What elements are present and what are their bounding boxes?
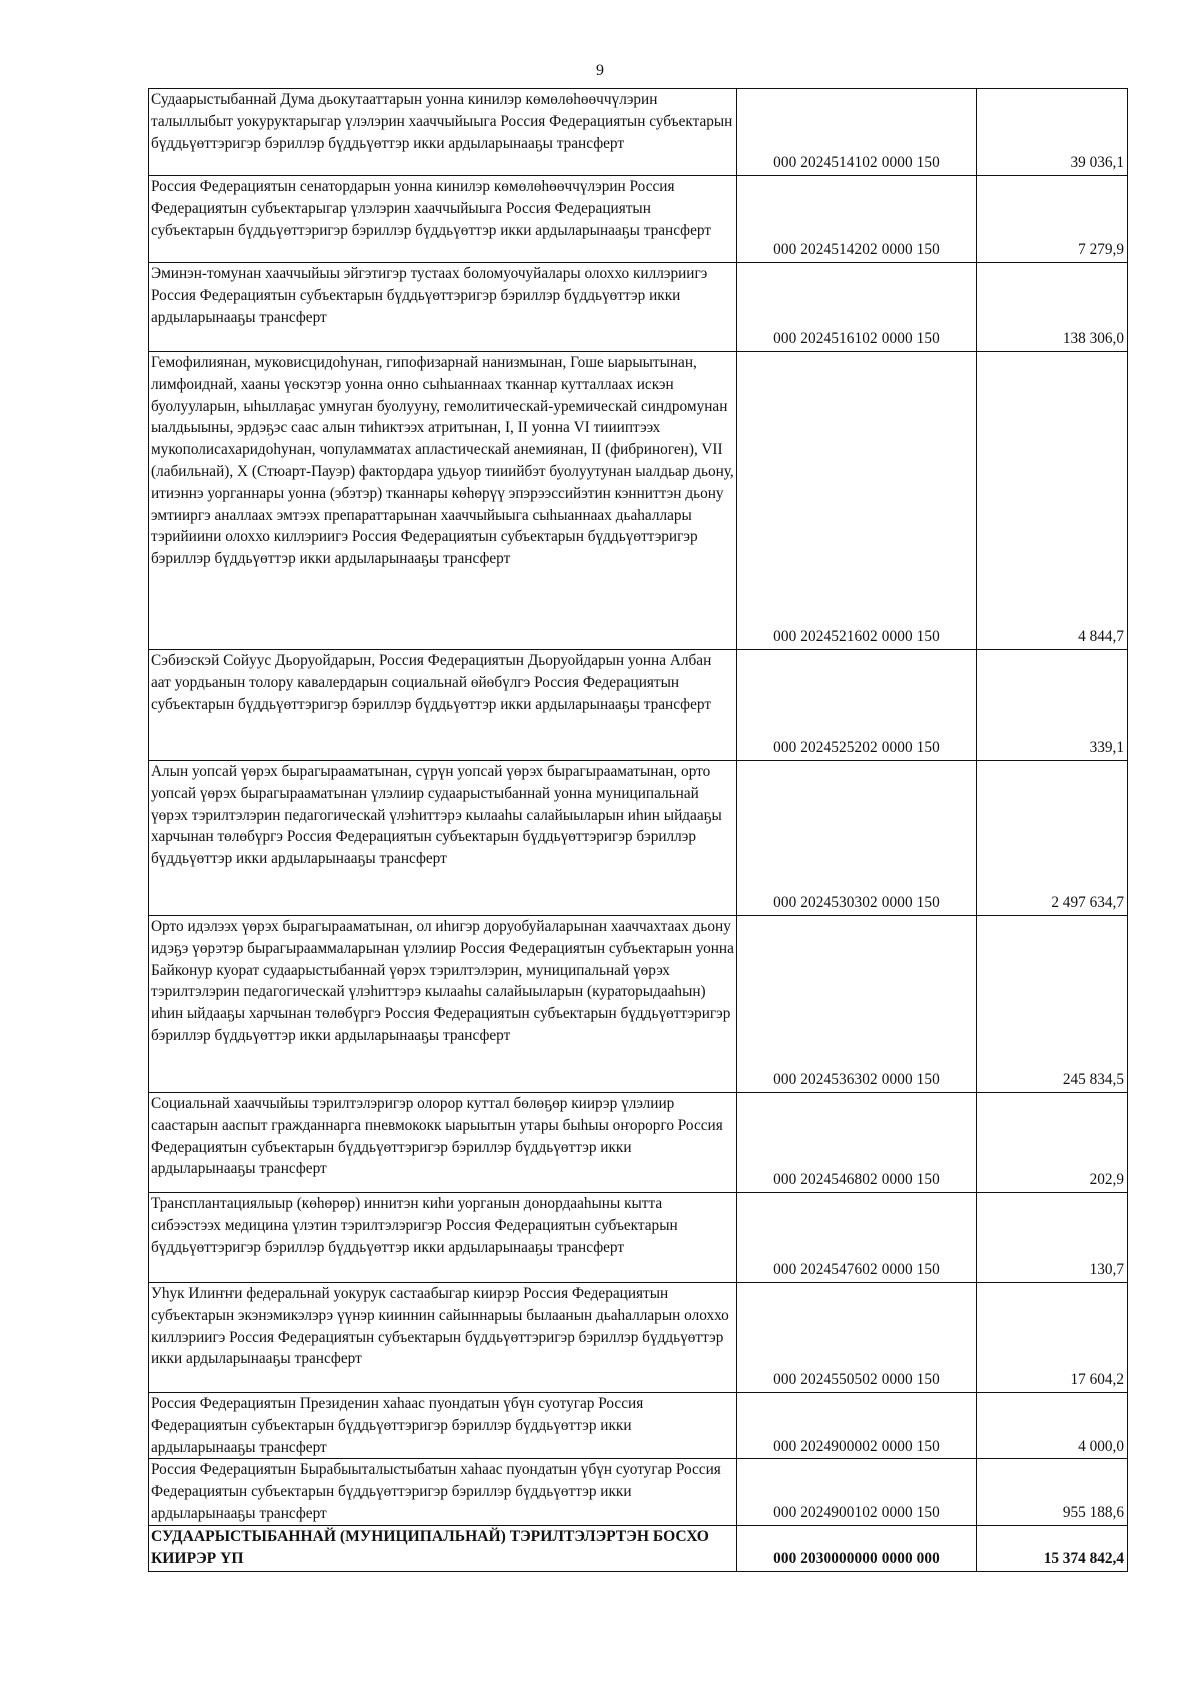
row-amount: 17 604,2 — [977, 1283, 1128, 1393]
row-description: Эминэн-томунан хааччыйыы эйгэтигэр тустаах боломуочуйалары олоххо киллэриигэ Россия Федерациятын субъектарын бүддьүөттэригэр бэриллэр бүддьүөттэр икки ардыларынааҕы трансферт — [149, 263, 737, 352]
row-description: Судаарыстыбаннай Дума дьокутааттарын уонна кинилэр көмөлөһөөччүлэрин талыллыбыт уокуруктарыгар үлэлэрин хааччыйыыга Россия Федерациятын субъектарын бүддьүөттэригэр бэриллэр бүддьүөттэр икки ардыларынааҕы трансферт — [149, 89, 737, 176]
table-row — [149, 1393, 1128, 1459]
row-amount: 4 844,7 — [977, 352, 1128, 650]
table-row — [149, 1093, 1128, 1193]
row-description: Россия Федерациятын Президенин хаһаас пуондатын үбүн суотугар Россия Федерациятын субъектарын бүддьүөттэригэр бэриллэр бүддьүөттэр икки ардыларынааҕы трансферт — [149, 1393, 737, 1459]
table-row — [149, 176, 1128, 263]
table-row — [149, 89, 1128, 176]
row-code: 000 2024521602 0000 150 — [737, 352, 977, 650]
row-description: Сэбиэскэй Сойуус Дьоруойдарын, Россия Федерациятын Дьоруойдарын уонна Албан аат уордьанын толору кавалердарын социальнай өйөбүлгэ Россия Федерациятын субъектарын бүддьүөттэригэр бэриллэр бүддьүөттэр икки ардыларынааҕы трансферт — [149, 650, 737, 761]
row-amount: 138 306,0 — [977, 263, 1128, 352]
total-amount: 15 374 842,4 — [977, 1525, 1128, 1571]
table-row — [149, 352, 1128, 650]
row-code: 000 2024547602 0000 150 — [737, 1193, 977, 1283]
page-number: 9 — [596, 62, 604, 79]
table-row — [149, 761, 1128, 916]
row-amount: 7 279,9 — [977, 176, 1128, 263]
table-row — [149, 1283, 1128, 1393]
row-description: Россия Федерациятын Бырабыыталыстыбатын хаһаас пуондатын үбүн суотугар Россия Федерациятын субъектарын бүддьүөттэригэр бэриллэр бүддьүөттэр икки ардыларынааҕы трансферт — [149, 1459, 737, 1525]
row-amount: 245 834,5 — [977, 916, 1128, 1093]
total-row — [149, 1525, 1128, 1571]
row-description: Уһук Илиҥҥи федеральнай уокурук састаабыгар киирэр Россия Федерациятын субъектарын экэнэмикэлэрэ үүнэр кииннин сайыннарыы былаанын дьаһалларын олоххо киллэриигэ Россия Федерациятын субъектарын бүддьүөттэригэр бэриллэр бүддьүөттэр икки ардыларынааҕы трансферт — [149, 1283, 737, 1393]
row-code: 000 2024536302 0000 150 — [737, 916, 977, 1093]
row-amount: 39 036,1 — [977, 89, 1128, 176]
total-code: 000 2030000000 0000 000 — [737, 1525, 977, 1571]
row-code: 000 2024514102 0000 150 — [737, 89, 977, 176]
row-code: 000 2024550502 0000 150 — [737, 1283, 977, 1393]
row-amount: 2 497 634,7 — [977, 761, 1128, 916]
row-description: Социальнай хааччыйыы тэрилтэлэригэр олорор куттал бөлөҕөр киирэр үлэлиир саастарын ааспыт гражданнарга пневмококк ыарыытын утары быһыы оҥорорго Россия Федерациятын субъектарын бүддьүөттэригэр бэриллэр бүддьүөттэр икки ардыларынааҕы трансферт — [149, 1093, 737, 1193]
row-description: Гемофилиянан, муковисцидоһунан, гипофизарнай нанизмынан, Гоше ыарыытынан, лимфоиднай, хааны үөскэтэр уонна онно сыһыаннаах тканнар кутталлаах искэн буолууларын, ыһыллаҕас умнуган буолууну, гемолитическай-уремическай синдромунан ыалдьыыны, эрдэҕэс саас алын тиһиктээх атритынан, I, II уонна VI тиииптээх мукополисахаридоһунан, чопуламматах апластическай анемиянан, II (фибриноген), VII (лабильнай), X (Стюарт-Пауэр) фактордара удьуор тииийбэт буолуутунан ыалдьар дьону, итиэннэ уорганнары уонна (эбэтэр) тканнары көһөрүү эпэрээссийэтин кэнниттэн дьону эмтииргэ аналлаах эмтээх препараттарынан хааччыйыыга сыһыаннаах дьаһаллары тэрийиини олоххо киллэриигэ Россия Федерациятын субъектарын бүддьүөттэригэр бэриллэр бүддьүөттэр икки ардыларынааҕы трансферт — [149, 352, 737, 650]
table-row — [149, 916, 1128, 1093]
row-amount: 955 188,6 — [977, 1459, 1128, 1525]
revenue-table — [148, 88, 1128, 1572]
row-amount: 202,9 — [977, 1093, 1128, 1193]
table-row — [149, 1193, 1128, 1283]
row-code: 000 2024516102 0000 150 — [737, 263, 977, 352]
row-description: Россия Федерациятын сенатордарын уонна кинилэр көмөлөһөөччүлэрин Россия Федерациятын субъектарыгар үлэлэрин хааччыйыыга Россия Федерациятын субъектарын бүддьүөттэригэр бэриллэр бүддьүөттэр икки ардыларынааҕы трансферт — [149, 176, 737, 263]
row-amount: 339,1 — [977, 650, 1128, 761]
row-code: 000 2024514202 0000 150 — [737, 176, 977, 263]
row-code: 000 2024530302 0000 150 — [737, 761, 977, 916]
row-code: 000 2024900002 0000 150 — [737, 1393, 977, 1459]
row-description: Орто идэлээх үөрэх бырагырааматынан, ол иһигэр доруобуйаларынан хааччахтаах дьону идэҕэ үөрэтэр бырагырааммаларынан үлэлиир Россия Федерациятын субъектарын уонна Байконур куорат судаарыстыбаннай үөрэх тэрилтэлэрин, муниципальнай үөрэх тэрилтэлэрин педагогическай үлэһиттэрэ кылааһы салайыыларын (кураторыдааһын) иһин ыйдааҕы харчынан төлөбүргэ Россия Федерациятын субъектарын бүддьүөттэригэр бэриллэр бүддьүөттэр икки ардыларынааҕы трансферт — [149, 916, 737, 1093]
table-row — [149, 1459, 1128, 1525]
row-code: 000 2024546802 0000 150 — [737, 1093, 977, 1193]
table-row — [149, 263, 1128, 352]
row-code: 000 2024525202 0000 150 — [737, 650, 977, 761]
row-code: 000 2024900102 0000 150 — [737, 1459, 977, 1525]
total-description: СУДААРЫСТЫБАННАЙ (МУНИЦИПАЛЬНАЙ) ТЭРИЛТЭЛЭРТЭН БОСХО КИИРЭР ҮП — [149, 1525, 737, 1571]
table-row — [149, 650, 1128, 761]
row-description: Трансплантациялыыр (көһөрөр) иннитэн киһи уорганын донордааһыны кытта сибээстээх медицина үлэтин тэрилтэлэригэр Россия Федерациятын субъектарын бүддьүөттэригэр бэриллэр бүддьүөттэр икки ардыларынааҕы трансферт — [149, 1193, 737, 1283]
row-description: Алын уопсай үөрэх бырагырааматынан, сүрүн уопсай үөрэх бырагырааматынан, орто уопсай үөрэх бырагырааматынан үлэлиир судаарыстыбаннай уонна муниципальнай үөрэх тэрилтэлэрин педагогическай үлэһиттэрэ кылааһы салайыыларын иһин ыйдааҕы харчынан төлөбүргэ Россия Федерациятын субъектарын бүддьүөттэригэр бэриллэр бүддьүөттэр икки ардыларынааҕы трансферт — [149, 761, 737, 916]
row-amount: 130,7 — [977, 1193, 1128, 1283]
row-amount: 4 000,0 — [977, 1393, 1128, 1459]
